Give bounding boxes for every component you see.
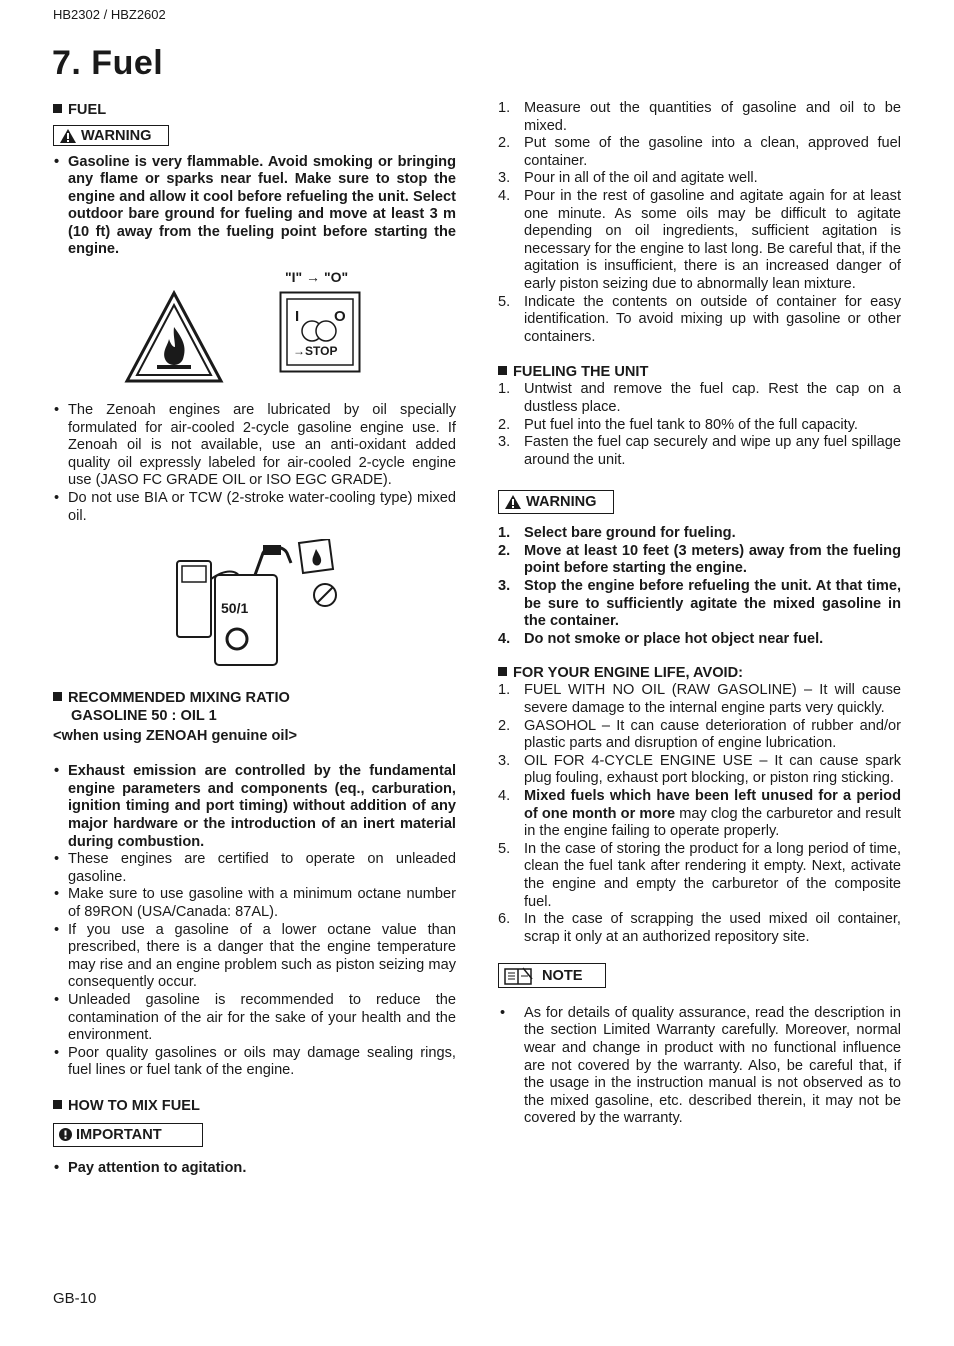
list-item: • Make sure to use gasoline with a minimum octane number of 89RON (USA/Canada: 87AL). bbox=[54, 886, 456, 920]
list-item: 1. Measure out the quantities of gasoline and oil to be mixed. bbox=[498, 100, 901, 134]
list-item: 2. GASOHOL – It can cause deterioration of rubber and/or plastic parts and disruption of engine lubrication. bbox=[498, 717, 901, 752]
warning-triangle-icon bbox=[59, 128, 77, 144]
switch-i-label: I bbox=[295, 308, 300, 326]
list-item: • If you use a gasoline of a lower octane value than prescribed, there is a danger that the engine temperature may rise and an engine problem such as piston seizing may consequently occur. bbox=[54, 921, 456, 991]
switch-o-label: O bbox=[334, 308, 346, 326]
engine-life-list bbox=[498, 682, 901, 946]
important-text: • Pay attention to agitation. bbox=[54, 1159, 247, 1176]
list-item: • The Zenoah engines are lubricated by oil specially formulated for air-cooled 2-cycle gasoline engine use. If Zenoah oil is not available, use an anti-oxidant added quality oil expressly labeled for air-cooled 2-cycle engine use (JASO FC GRADE OIL or ISO EGC GRADE). bbox=[54, 402, 456, 489]
list-item: 5. In the case of storing the product for a long period of time, clean the fuel tank after rendering it empty. Next, activate the engine and empty the carburetor of the composite fuel. bbox=[498, 840, 901, 910]
fueling-warning-box: WARNING bbox=[498, 490, 901, 515]
list-item: 1. Select bare ground for fueling. bbox=[498, 525, 736, 542]
flame-icon bbox=[123, 289, 225, 385]
list-item: 2. Put some of the gasoline into a clean, approved fuel container. bbox=[498, 135, 901, 169]
fuel-heading: FUEL bbox=[53, 101, 456, 119]
list-item: 5. Indicate the contents on outside of container for easy identification. To avoid mixing up with gasoline or other containers. bbox=[498, 293, 901, 345]
fuel-warning-text: • Gasoline is very flammable. Avoid smoking or bringing any flame or sparks near fuel. Make sure to stop the engine and allow it cool before refueling the unit. Select outdoor bare ground for fueling and move at least 3 m (10 ft) away from the fueling point before starting the engine. bbox=[54, 153, 456, 258]
list-item: 4. Mixed fuels which have been left unused for a period of one month or more may clog the carburetor and result in the engine failing to operate properly. bbox=[498, 788, 901, 840]
left-column bbox=[53, 100, 456, 1178]
important-box: IMPORTANT bbox=[53, 1123, 456, 1147]
important-icon bbox=[59, 1128, 72, 1141]
page-number: GB-10 bbox=[53, 1290, 97, 1307]
fuel-can-figure bbox=[53, 539, 456, 677]
stop-switch-icon bbox=[279, 291, 361, 373]
how-to-mix-heading: HOW TO MIX FUEL bbox=[53, 1097, 456, 1115]
list-item: 2. Put fuel into the fuel tank to 80% of the full capacity. bbox=[498, 416, 858, 433]
list-item: • Unleaded gasoline is recommended to reduce the contamination of the air for the sake of your health and the environment. bbox=[54, 991, 456, 1044]
list-item: 6. In the case of scrapping the used mixed oil container, scrap it only at an authorized repository site. bbox=[498, 911, 901, 945]
fueling-steps bbox=[498, 381, 901, 469]
list-item: 3. Stop the engine before refueling the unit. At that time, be sure to sufficiently agitate the mixed gasoline in the container. bbox=[498, 578, 901, 630]
mixing-heading: RECOMMENDED MIXING RATIO bbox=[53, 689, 456, 707]
square-bullet-icon bbox=[53, 1100, 62, 1109]
list-item: • Do not use BIA or TCW (2-stroke water-cooling type) mixed oil. bbox=[54, 490, 456, 524]
warning-triangle-icon bbox=[504, 494, 522, 510]
list-item: 3. OIL FOR 4-CYCLE ENGINE USE – It can cause spark plug fouling, exhaust port blocking, or piston ring sticking. bbox=[498, 752, 901, 787]
list-item: 3. Pour in all of the oil and agitate well. bbox=[498, 170, 758, 187]
fueling-warning-steps bbox=[498, 525, 901, 648]
square-bullet-icon bbox=[53, 104, 62, 113]
fueling-heading: FUELING THE UNIT bbox=[498, 363, 901, 381]
fuel-bullets bbox=[53, 402, 456, 525]
can-ratio-label: 50/1 bbox=[221, 600, 249, 617]
note-icon bbox=[504, 967, 534, 985]
square-bullet-icon bbox=[498, 366, 507, 375]
list-item: • Poor quality gasolines or oils may damage sealing rings, fuel lines or fuel tank of the engine. bbox=[54, 1044, 456, 1079]
square-bullet-icon bbox=[498, 667, 507, 676]
square-bullet-icon bbox=[53, 692, 62, 701]
mixing-ratio: GASOLINE 50 : OIL 1 bbox=[71, 708, 217, 725]
note-text: • As for details of quality assurance, read the description in the section Limited Warranty carefully. Moreover, normal wear and change in product with no functional influence are not covered by the warranty. Also, be careful that, if the usage in the instruction manual is not observed as to the mixed gasoline, etc. described therein, it may not be covered by the warranty. bbox=[500, 1004, 901, 1127]
switch-stop-label: →STOP bbox=[293, 344, 338, 359]
right-column bbox=[498, 100, 901, 1128]
page-title: 7. Fuel bbox=[52, 44, 164, 82]
fuel-warning-box: WARNING bbox=[53, 125, 456, 149]
list-item: • These engines are certified to operate on unleaded gasoline. bbox=[54, 851, 456, 885]
list-item: 1. FUEL WITH NO OIL (RAW GASOLINE) – It will cause severe damage to the internal engine parts very quickly. bbox=[498, 682, 901, 717]
list-item: 4. Pour in the rest of gasoline and agitate again for at least one minute. As some oils may be difficult to agitate depending on oil ingredients, sufficient agitation is necessary for the engine to last long. Be careful that, if the agitation is insufficient, there is an increased danger of early piston seizing due to abnormally lean mixture. bbox=[498, 187, 901, 292]
note-box: NOTE bbox=[498, 963, 901, 990]
switch-caption: "I" → "O" bbox=[285, 269, 349, 286]
fuel-can-icon bbox=[171, 539, 353, 669]
list-item: 4. Do not smoke or place hot object near fuel. bbox=[498, 630, 824, 647]
list-item: 3. Fasten the fuel cap securely and wipe up any fuel spillage around the unit. bbox=[498, 434, 901, 468]
mix-steps bbox=[498, 100, 901, 346]
mixing-bullets bbox=[53, 851, 456, 1080]
model-number: HB2302 / HBZ2602 bbox=[53, 7, 166, 22]
mixing-genuine-note: <when using ZENOAH genuine oil> bbox=[53, 728, 298, 745]
engine-life-heading: FOR YOUR ENGINE LIFE, AVOID: bbox=[498, 664, 901, 682]
fuel-warning-figure bbox=[53, 269, 456, 399]
list-item: 2. Move at least 10 feet (3 meters) away from the fueling point before starting the engine. bbox=[498, 542, 901, 577]
mixing-bold-bullet: • Exhaust emission are controlled by the fundamental engine parameters and components (eq., carburation, ignition timing and port timing) without addition of any major hardware or the introduction of an inert material during combustion. bbox=[54, 763, 456, 850]
list-item: 1. Untwist and remove the fuel cap. Rest the cap on a dustless place. bbox=[498, 381, 901, 415]
